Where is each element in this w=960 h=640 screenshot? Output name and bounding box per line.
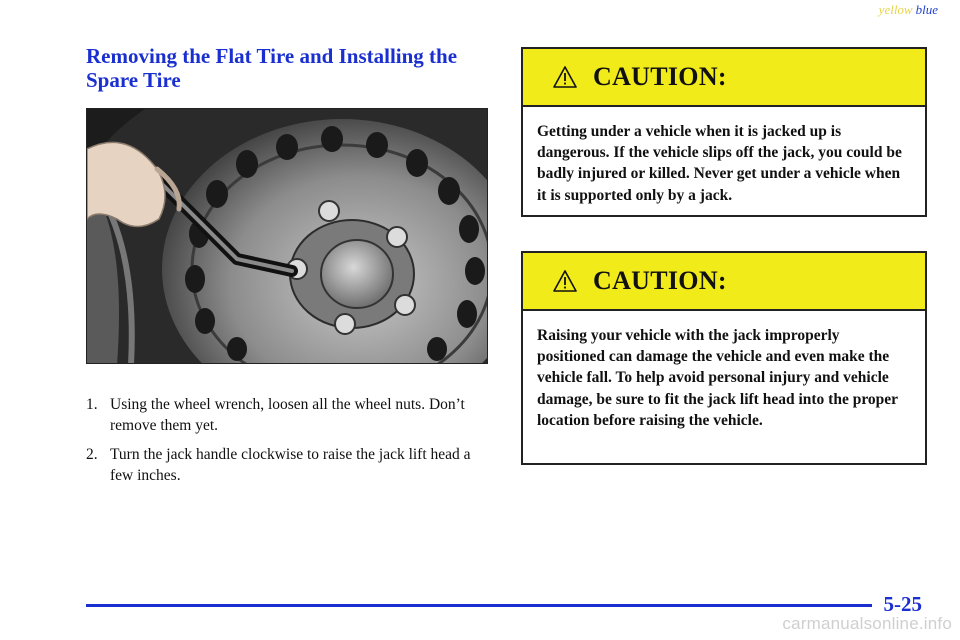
caution-box-jacked-vehicle xyxy=(521,47,927,217)
site-watermark: carmanualsonline.info xyxy=(782,614,952,633)
step-item xyxy=(86,394,486,436)
step-item xyxy=(86,444,486,486)
caution-header xyxy=(523,49,925,107)
step-number: 1. xyxy=(86,396,98,413)
wheel-wrench-photo xyxy=(86,108,488,364)
footer-rule xyxy=(86,604,872,607)
step-text: Turn the jack handle clockwise to raise the jack lift head a few inches. xyxy=(110,446,471,484)
warning-triangle-icon xyxy=(553,269,577,293)
page-number: 5-25 xyxy=(883,592,922,616)
caution-text: Raising your vehicle with the jack improperly positioned can damage the vehicle and even make the vehicle fall. To help avoid personal injury and vehicle damage, be sure to fit the jack lift head into the proper location before raising the vehicle. xyxy=(537,327,898,429)
mark-yellow: yellow xyxy=(878,2,913,17)
mark-blue: blue xyxy=(915,2,938,17)
instruction-steps xyxy=(86,394,486,494)
section-title: Removing the Flat Tire and Installing the Spare Tire xyxy=(86,44,458,92)
step-number: 2. xyxy=(86,446,98,463)
caution-header xyxy=(523,253,925,311)
caution-title: CAUTION: xyxy=(593,62,727,91)
print-registration-mark xyxy=(879,2,938,18)
caution-box-jack-position xyxy=(521,251,927,465)
caution-title: CAUTION: xyxy=(593,266,727,295)
caution-text: Getting under a vehicle when it is jacked up is dangerous. If the vehicle slips off the jack, you could be badly injured or killed. Never get under a vehicle when it is supported only by a jack. xyxy=(537,123,902,204)
warning-triangle-icon xyxy=(553,65,577,89)
step-text: Using the wheel wrench, loosen all the wheel nuts. Don’t remove them yet. xyxy=(110,396,465,434)
